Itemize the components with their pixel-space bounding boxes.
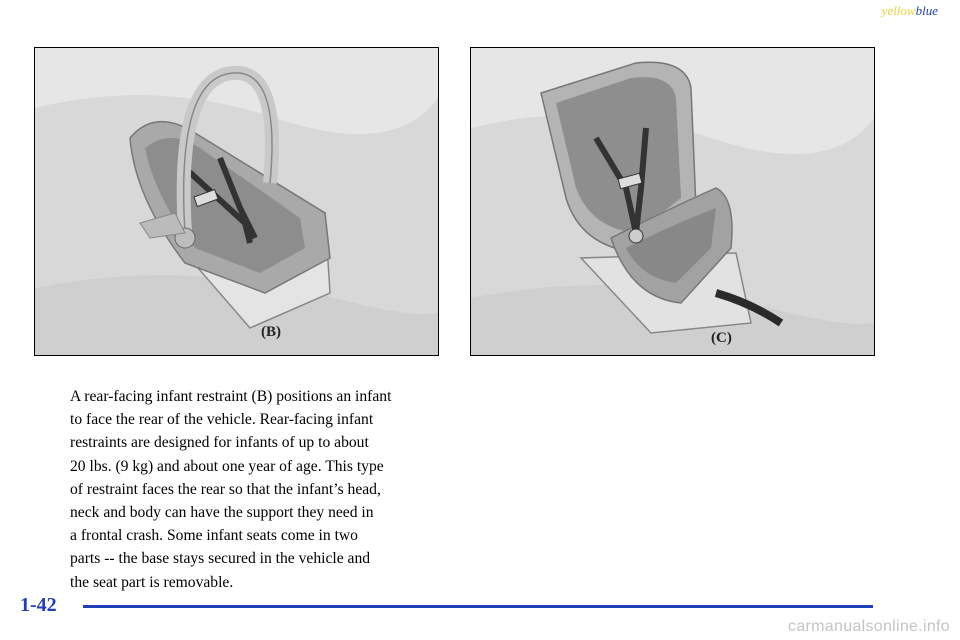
convertible-seat-illustration: [471, 48, 874, 355]
body-line: parts -- the base stays secured in the vehicle and: [70, 550, 371, 568]
body-line: a frontal crash. Some infant seats come in two: [70, 527, 358, 545]
color-marker-yellow: yellow: [881, 3, 916, 18]
figure-caption-c: (C): [711, 330, 732, 346]
body-line: of restraint faces the rear so that the infant’s head,: [70, 480, 381, 498]
footer-rule: [83, 605, 873, 608]
body-line: 20 lbs. (9 kg) and about one year of age. This type: [70, 457, 384, 475]
figure-infant-seat: [34, 47, 439, 356]
body-line: restraints are designed for infants of up to about: [70, 434, 369, 452]
page-number: 1-42: [20, 594, 57, 616]
body-line: the seat part is removable.: [70, 573, 234, 591]
figure-caption-b: (B): [261, 324, 281, 340]
figure-convertible-seat: [470, 47, 875, 356]
body-paragraph: [70, 385, 450, 594]
color-marker-blue: blue: [915, 3, 938, 18]
infant-seat-illustration: [35, 48, 438, 355]
watermark: carmanualsonline.info: [788, 618, 950, 635]
body-line: A rear-facing infant restraint (B) positions an infant: [70, 388, 392, 405]
body-line: neck and body can have the support they need in: [70, 504, 374, 522]
body-line: to face the rear of the vehicle. Rear-facing infant: [70, 411, 374, 429]
color-marker: [882, 3, 938, 19]
